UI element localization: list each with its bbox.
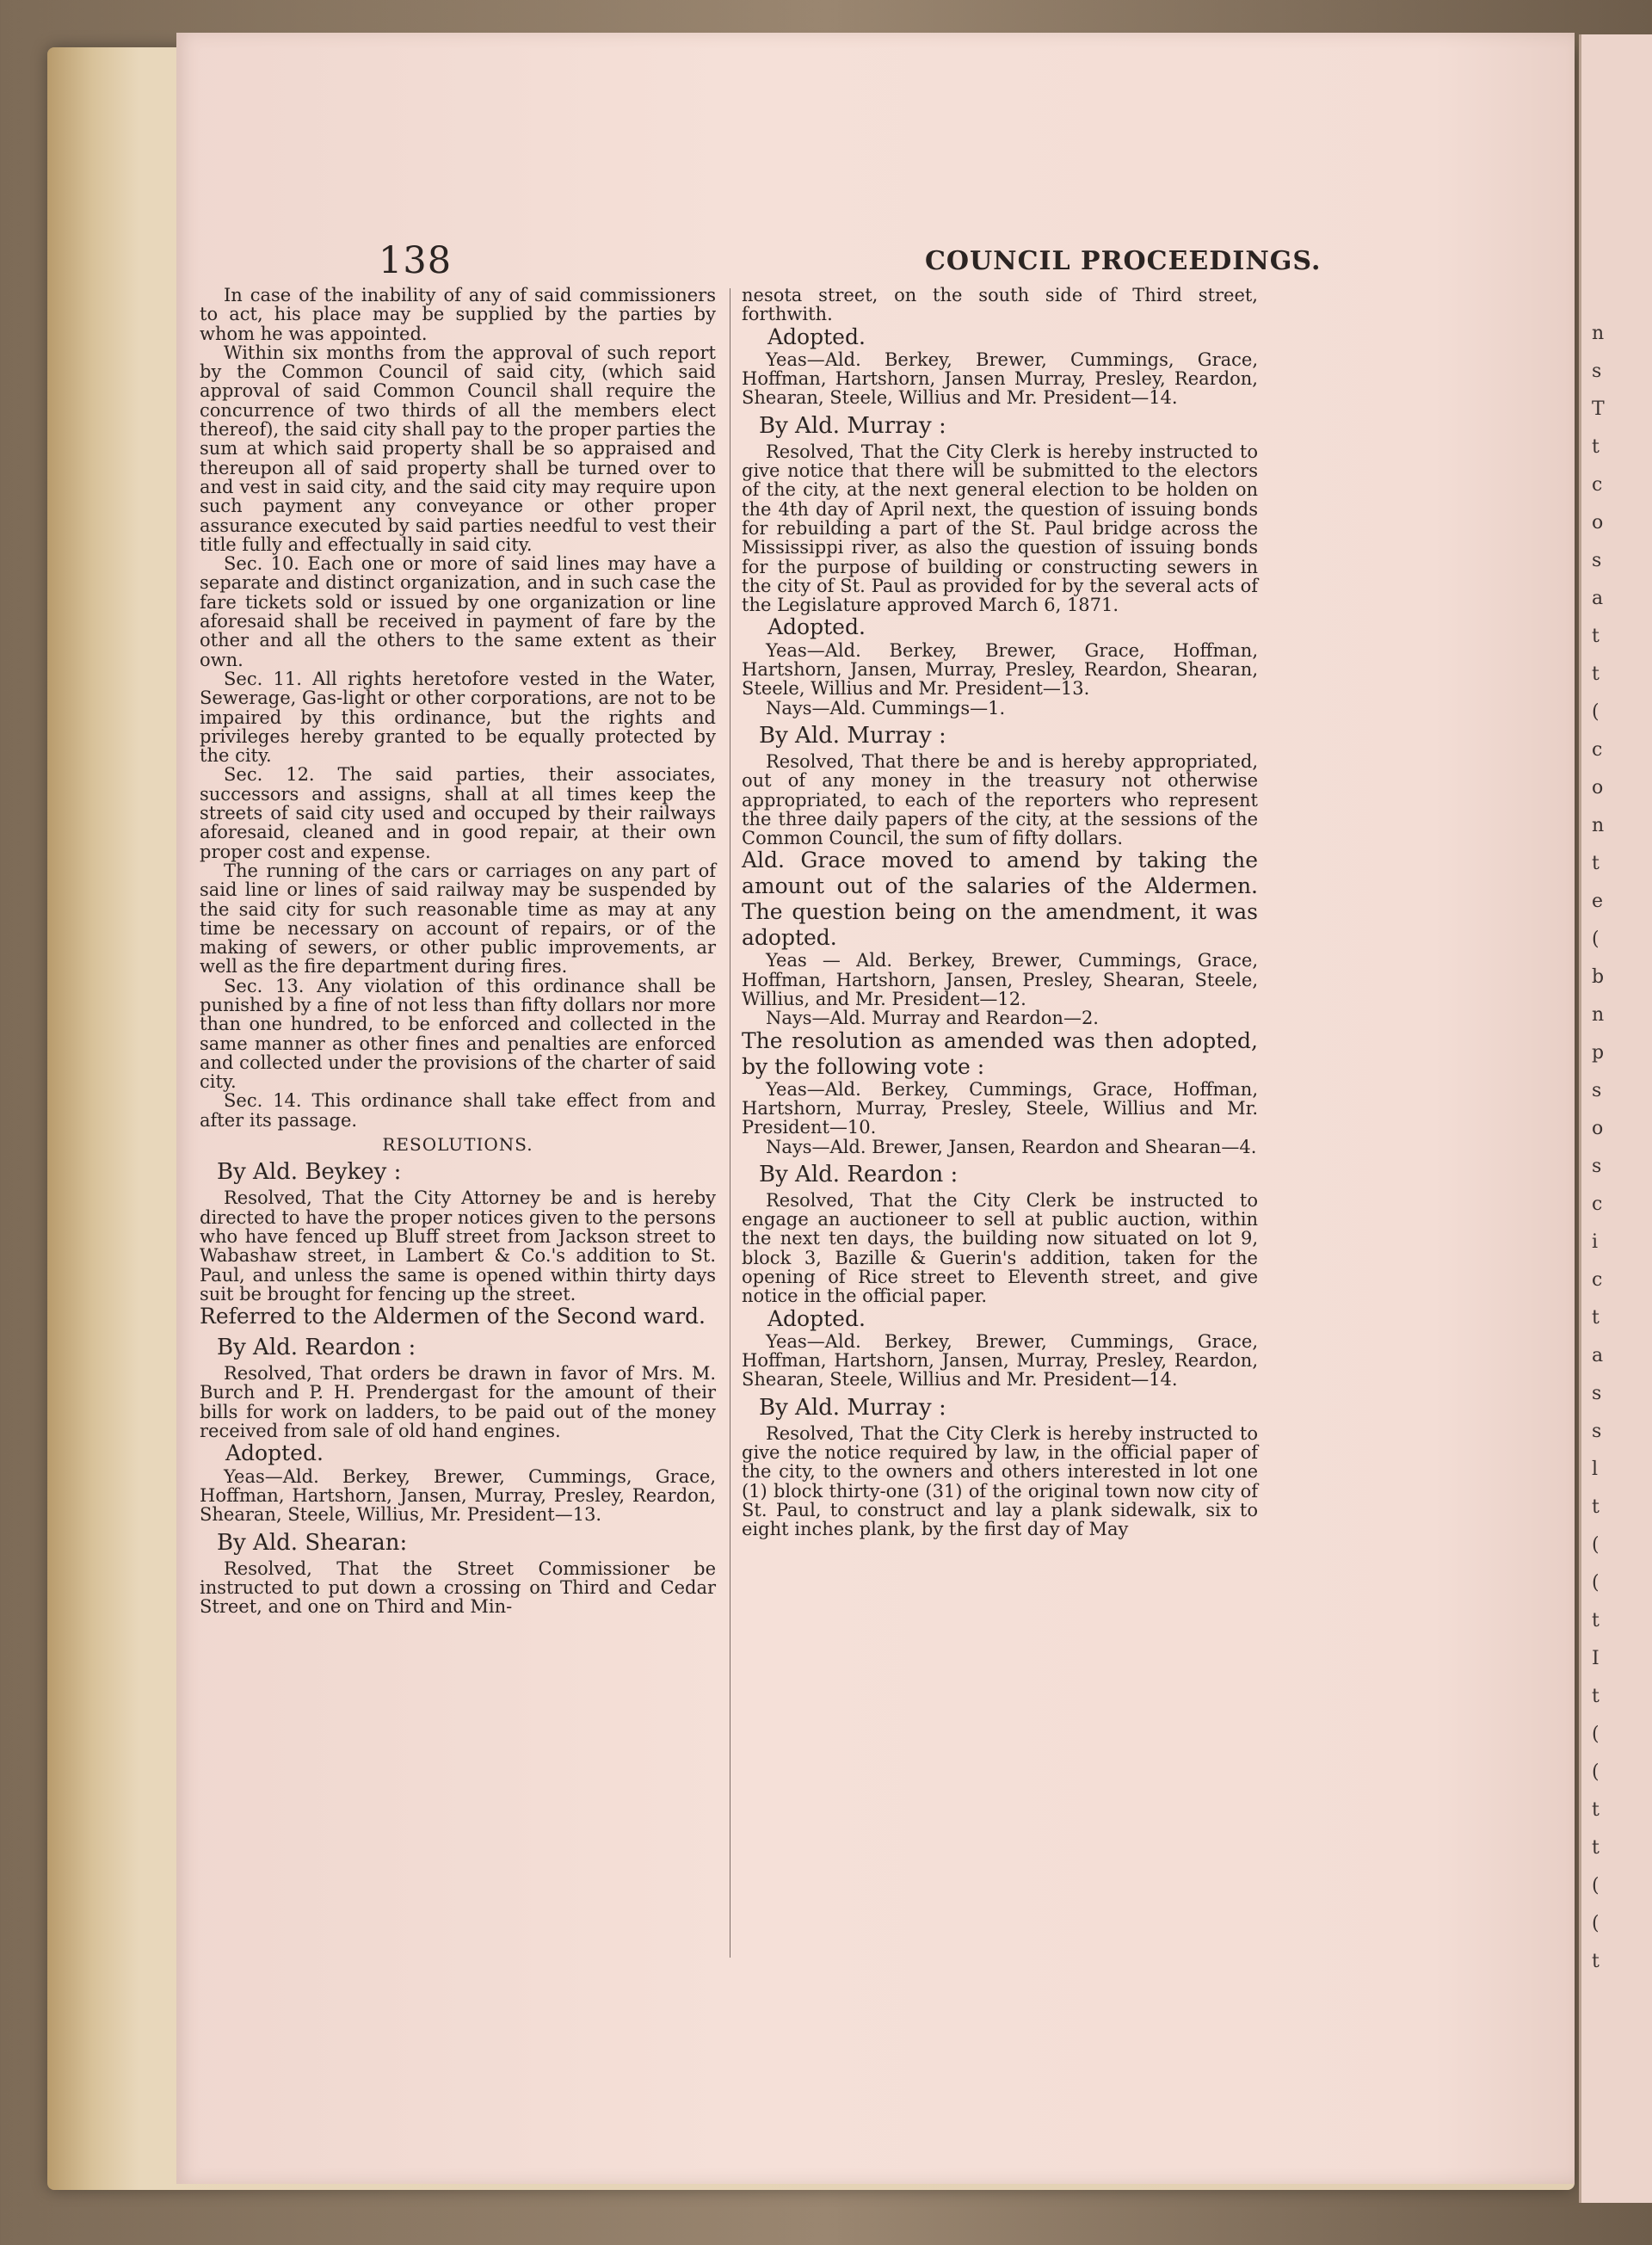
next-page-fragment: t	[1592, 436, 1600, 458]
next-page-fragment: l	[1592, 1459, 1599, 1480]
left-column-paragraph: Resolved, That the Street Commissioner be instructed to put down a crossing on Third and Cedar Street, and one on Third and Min-	[200, 1557, 716, 1618]
left-column-paragraph: Sec. 12. The said parties, their associates, successors and assigns, shall at all times keep the streets of said city used and occuped by their railways aforesaid, cleaned and in good repair, at their own proper cost and expense.	[200, 764, 716, 862]
next-page-fragment: c	[1592, 1269, 1603, 1291]
page-number: 138	[379, 239, 453, 282]
next-page-fragment: a	[1592, 1345, 1604, 1366]
next-page-fragment: t	[1592, 1496, 1600, 1518]
right-column-paragraph: Resolved, That the City Clerk is hereby instructed to give the notice required by law, in the official paper of the city, to the owners and others interested in lot one (1) block thirty-one (31) of the original town now city of St. Paul, to construct and lay a plank sidewalk, six to eight inches plank, by the first day of May	[742, 1422, 1258, 1540]
left-column	[200, 286, 716, 1616]
next-page-fragment: t	[1592, 1837, 1600, 1859]
next-page-fragment: p	[1592, 1042, 1605, 1064]
next-page-fragment: t	[1592, 1307, 1600, 1329]
left-column-paragraph: Sec. 13. Any violation of this ordinance shall be punished by a fine of not less than fifty dollars nor more than one hundred, to be enforced and collected in the same manner as other fines and penalties are enforced and collected under the provisions of the charter of said city.	[200, 975, 716, 1093]
right-column-paragraph: Resolved, That the City Clerk be instructed to engage an auctioneer to sell at public auction, within the next ten days, the building now situated on lot 9, block 3, Bazille & Guerin's addition, taken for the opening of Rice street to Eleventh street, and give notice in the official paper.	[742, 1189, 1258, 1307]
left-column-paragraph: Referred to the Aldermen of the Second ward.	[200, 1304, 706, 1329]
right-column-paragraph: Nays—Ald. Murray and Reardon—2.	[766, 1008, 1099, 1029]
right-column-paragraph: Ald. Grace moved to amend by taking the amount out of the salaries of the Aldermen. The question being on the amendment, it was adopted.	[742, 848, 1258, 951]
next-page-fragment: (	[1592, 1572, 1600, 1594]
next-page-fragment: (	[1592, 1724, 1600, 1745]
next-page-fragment: t	[1592, 1951, 1600, 1972]
next-page-fragment: s	[1592, 1156, 1602, 1177]
next-page-fragment: t	[1592, 1686, 1600, 1707]
right-column-paragraph: Yeas—Ald. Berkey, Brewer, Cummings, Grace, Hoffman, Hartshorn, Jansen, Murray, Presley, Reardon, Shearan, Steele, Willius and Mr. President—14.	[742, 1330, 1258, 1391]
next-page-fragment: n	[1592, 815, 1605, 836]
next-page-fragment: (	[1592, 1913, 1600, 1934]
right-column-paragraph: By Ald. Reardon :	[759, 1161, 959, 1187]
next-page-fragment: (	[1592, 1761, 1600, 1783]
next-page-fragment: T	[1592, 398, 1605, 420]
right-column-paragraph: Yeas—Ald. Berkey, Brewer, Grace, Hoffman, Hartshorn, Jansen, Murray, Presley, Reardon, Shearan, Steele, Willius and Mr. President—13.	[742, 639, 1258, 700]
left-column-paragraph: Within six months from the approval of such report by the Common Council of said city, (which said approval of said Common Council shall require the concurrence of two thirds of all the members elect thereof), the said city shall pay to the proper parties the sum at which said property shall be so appraised and thereupon all of said property shall be turned over to and vest in said city, and the said city may require upon such payment any conveyance or other proper assurance executed by said parties needful to vest their title fully and effectually in said city.	[200, 342, 716, 555]
next-page-fragment: I	[1592, 1648, 1600, 1669]
left-column-paragraph: Sec. 14. This ordinance shall take effect from and after its passage.	[200, 1090, 716, 1131]
right-column-paragraph: By Ald. Murray :	[759, 1394, 946, 1421]
next-page-fragment: o	[1592, 1118, 1604, 1139]
right-column-paragraph: Resolved, That there be and is hereby appropriated, out of any money in the treasury not otherwise appropriated, to each of the reporters who represent the three daily papers of the city, at the sessions of the Common Council, the sum of fifty dollars.	[742, 750, 1258, 849]
right-column-paragraph: Resolved, That the City Clerk is hereby instructed to give notice that there will be submitted to the electors of the city, at the next general election to be holden on the 4th day of April next, the question of issuing bonds for rebuilding a part of the St. Paul bridge across the Mississippi river, as also the question of issuing bonds for the purpose of building or constructing sewers in the city of St. Paul as provided for by the several acts of the Legislature approved March 6, 1871.	[742, 441, 1258, 616]
next-page-fragment: t	[1592, 626, 1600, 647]
next-page-fragment: e	[1592, 891, 1604, 912]
left-column-paragraph: RESOLUTIONS.	[382, 1134, 533, 1156]
left-column-paragraph: Sec. 11. All rights heretofore vested in the Water, Sewerage, Gas-light or other corporations, are not to be impaired by this ordinance, but the rights and privileges hereby granted to be equally protected by the city.	[200, 668, 716, 767]
right-column-paragraph: By Ald. Murray :	[759, 412, 946, 439]
next-page-fragment: t	[1592, 1799, 1600, 1821]
left-column-paragraph: Resolved, That orders be drawn in favor of Mrs. M. Burch and P. H. Prendergast for the amount of their bills for work on ladders, to be paid out of the money received from sale of old hand engines.	[200, 1363, 716, 1442]
left-column-paragraph: Adopted.	[225, 1440, 324, 1466]
next-page-fragment: i	[1592, 1231, 1599, 1253]
left-column-paragraph: By Ald. Reardon :	[217, 1335, 416, 1361]
left-column-paragraph: By Ald. Shearan:	[217, 1529, 408, 1556]
next-page-edge	[1579, 34, 1652, 2203]
next-page-fragment: s	[1592, 1080, 1602, 1101]
next-page-fragment: (	[1592, 928, 1600, 950]
next-page-fragment: c	[1592, 474, 1603, 496]
left-column-paragraph: By Ald. Beykey :	[217, 1159, 402, 1186]
next-page-fragment: o	[1592, 777, 1604, 799]
next-page-fragment: (	[1592, 1875, 1600, 1897]
next-page-fragment: t	[1592, 663, 1600, 685]
next-page-fragment: t	[1592, 853, 1600, 874]
left-column-paragraph: Sec. 10. Each one or more of said lines may have a separate and distinct organization, and in such case the fare tickets sold or issued by one organization or line aforesaid shall be received in payment of fare by the other and all the others to the same extent as their own.	[200, 553, 716, 670]
right-column-paragraph: The resolution as amended was then adopted, by the following vote :	[742, 1027, 1258, 1079]
left-column-paragraph: Yeas—Ald. Berkey, Brewer, Cummings, Grace, Hoffman, Hartshorn, Jansen, Murray, Presley, Reardon, Shearan, Steele, Willius, Mr. President—13.	[200, 1465, 716, 1526]
right-column-paragraph: Yeas—Ald. Berkey, Brewer, Cummings, Grace, Hoffman, Hartshorn, Jansen Murray, Presley, Reardon, Shearan, Steele, Willius and Mr. President—14.	[742, 348, 1258, 409]
right-column-paragraph: Yeas — Ald. Berkey, Brewer, Cummings, Grace, Hoffman, Hartshorn, Jansen, Presley, Shearan, Steele, Willius, and Mr. President—12.	[742, 950, 1258, 1010]
next-page-fragment: t	[1592, 1610, 1600, 1631]
left-column-paragraph: Resolved, That the City Attorney be and is hereby directed to have the proper notices given to the persons who have fenced up Bluff street from Jackson street to Wabashaw street, in Lambert & Co.'s addition to St. Paul, and unless the same is opened within thirty days suit be brought for fencing up the street.	[200, 1187, 716, 1304]
next-page-fragment: s	[1592, 361, 1602, 382]
next-page-fragment: n	[1592, 1004, 1605, 1026]
right-column-paragraph: By Ald. Murray :	[759, 722, 946, 749]
next-page-fragment: (	[1592, 701, 1600, 723]
right-column-paragraph: Adopted.	[767, 1305, 866, 1331]
left-column-paragraph: In case of the inability of any of said commissioners to act, his place may be supplied by the parties by whom he was appointed.	[200, 285, 716, 344]
next-page-fragment: o	[1592, 512, 1604, 533]
right-column-paragraph: Nays—Ald. Cummings—1.	[766, 697, 1006, 719]
right-column	[742, 286, 1258, 1539]
right-column-paragraph: Nays—Ald. Brewer, Jansen, Reardon and Shearan—4.	[766, 1136, 1257, 1157]
running-title: COUNCIL PROCEEDINGS.	[925, 246, 1322, 276]
right-column-paragraph: Adopted.	[767, 324, 866, 349]
next-page-fragment: c	[1592, 1193, 1603, 1215]
next-page-fragment: n	[1592, 323, 1605, 344]
next-page-fragment: b	[1592, 966, 1605, 988]
next-page-fragment: a	[1592, 588, 1604, 609]
right-column-paragraph: Yeas—Ald. Berkey, Cummings, Grace, Hoffman, Hartshorn, Murray, Presley, Steele, Willius and Mr. President—10.	[742, 1078, 1258, 1138]
left-column-paragraph: The running of the cars or carriages on any part of said line or lines of said railway may be suspended by the said city for such reasonable time as may at any time be necessary on account of repairs, or of the making of sewers, or other public improvements, ar well as the fire department during fires.	[200, 860, 716, 978]
next-page-fragment: s	[1592, 1421, 1602, 1442]
page-header	[176, 239, 1575, 291]
next-page-fragment: (	[1592, 1534, 1600, 1556]
right-column-paragraph: nesota street, on the south side of Third street, forthwith.	[742, 285, 1258, 325]
next-page-fragment: c	[1592, 739, 1603, 761]
right-column-paragraph: Adopted.	[767, 614, 866, 640]
next-page-fragment: s	[1592, 550, 1602, 571]
next-page-fragment: s	[1592, 1383, 1602, 1404]
